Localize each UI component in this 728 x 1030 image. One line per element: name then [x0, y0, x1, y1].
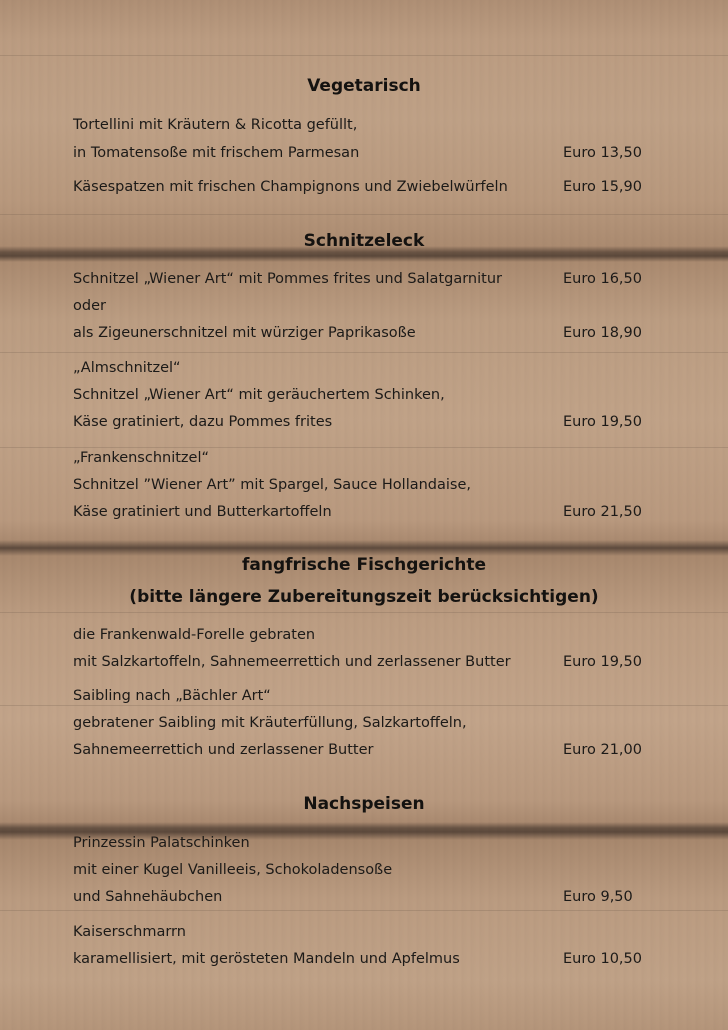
menu-item-price: Euro 13,50 [563, 145, 642, 161]
wood-grain [0, 447, 728, 448]
wood-grain [0, 214, 728, 215]
menu-item-line: Prinzessin Palatschinken [73, 835, 250, 851]
menu-item-price: Euro 9,50 [563, 889, 633, 905]
menu-item-line: „Almschnitzel“ [73, 360, 181, 376]
menu-item-line: Käsespatzen mit frischen Champignons und Zwiebelwürfeln [73, 179, 508, 195]
menu-item-price: Euro 10,50 [563, 951, 642, 967]
menu-item-line: die Frankenwald-Forelle gebraten [73, 627, 316, 643]
menu-item-line: Sahnemeerrettich und zerlassener Butter [73, 742, 374, 758]
menu-item-line: in Tomatensoße mit frischem Parmesan [73, 145, 360, 161]
wood-grain [0, 612, 728, 613]
menu-item-line: karamellisiert, mit gerösteten Mandeln und Apfelmus [73, 951, 460, 967]
menu-item-line: Käse gratiniert und Butterkartoffeln [73, 504, 332, 520]
menu-item-line: Schnitzel „Wiener Art“ mit Pommes frites und Salatgarnitur [73, 271, 502, 287]
menu-item-line: „Frankenschnitzel“ [73, 450, 210, 466]
menu-item-price: Euro 18,90 [563, 325, 642, 341]
menu-item-line: Schnitzel ”Wiener Art” mit Spargel, Sauce Hollandaise, [73, 477, 471, 493]
menu-item-line: mit Salzkartoffeln, Sahnemeerrettich und zerlassener Butter [73, 654, 511, 670]
section-title-vegetarisch: Vegetarisch [307, 76, 421, 96]
wood-grain [0, 352, 728, 353]
menu-item-line: als Zigeunerschnitzel mit würziger Paprikasoße [73, 325, 416, 341]
menu-item-line: Schnitzel „Wiener Art“ mit geräuchertem Schinken, [73, 387, 445, 403]
menu-item-price: Euro 19,50 [563, 414, 642, 430]
menu-item-price: Euro 16,50 [563, 271, 642, 287]
menu-item-line: und Sahnehäubchen [73, 889, 223, 905]
menu-item-line: Kaiserschmarrn [73, 924, 186, 940]
section-title-fisch: fangfrische Fischgerichte [242, 555, 486, 575]
menu-item-line: mit einer Kugel Vanilleeis, Schokoladensoße [73, 862, 393, 878]
menu-item-price: Euro 19,50 [563, 654, 642, 670]
section-title-schnitzeleck: Schnitzeleck [303, 231, 425, 251]
menu-item-line: oder [73, 298, 106, 314]
menu-item-price: Euro 21,00 [563, 742, 642, 758]
wood-grain [0, 910, 728, 911]
menu-item-line: gebratener Saibling mit Kräuterfüllung, Salzkartoffeln, [73, 715, 467, 731]
menu-item-price: Euro 15,90 [563, 179, 642, 195]
wood-grain [0, 705, 728, 706]
wood-grain [0, 55, 728, 56]
menu-item-line: Saibling nach „Bächler Art“ [73, 688, 271, 704]
menu-item-line: Käse gratiniert, dazu Pommes frites [73, 414, 333, 430]
menu-item-price: Euro 21,50 [563, 504, 642, 520]
menu-item-line: Tortellini mit Kräutern & Ricotta gefüllt, [73, 117, 358, 133]
section-subtitle-fisch: (bitte längere Zubereitungszeit berücksichtigen) [129, 587, 599, 607]
section-title-nachspeisen: Nachspeisen [303, 794, 425, 814]
